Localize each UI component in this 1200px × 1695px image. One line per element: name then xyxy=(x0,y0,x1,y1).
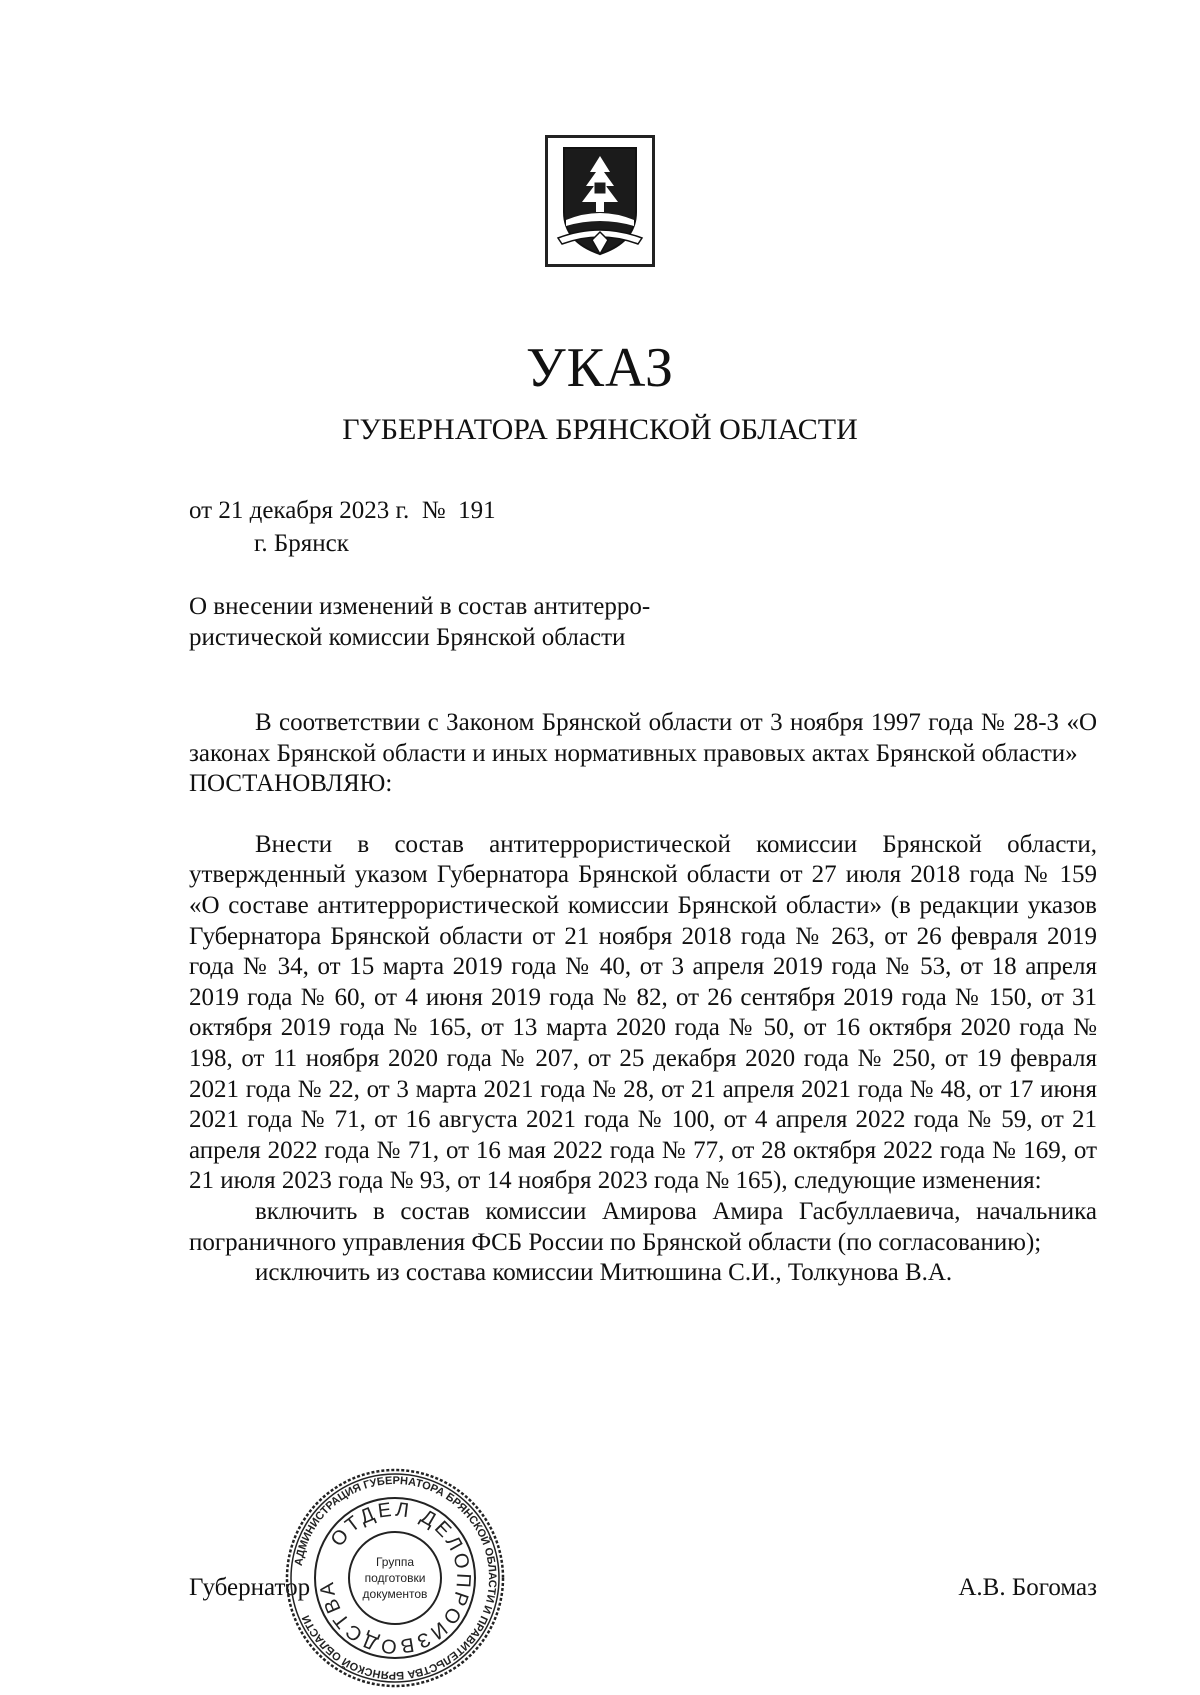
document-subject xyxy=(189,591,749,653)
svg-text:Группа: Группа xyxy=(375,1555,415,1569)
document-title: УКАЗ xyxy=(525,337,675,399)
decree-word: ПОСТАНОВЛЯЮ: xyxy=(189,770,393,798)
svg-text:ОТДЕЛ ДЕЛОПРОИЗВОДСТВА: ОТДЕЛ ДЕЛОПРОИЗВОДСТВА xyxy=(315,1498,475,1658)
document-city: г. Брянск xyxy=(254,530,349,557)
subject-line: ристической комиссии Брянской области xyxy=(189,624,626,651)
date-line xyxy=(189,496,496,526)
coat-of-arms-icon xyxy=(552,142,648,260)
number-sign: № xyxy=(421,497,446,524)
svg-text:АДМИНИСТРАЦИЯ ГУБЕРНАТОРА БРЯН: АДМИНИСТРАЦИЯ ГУБЕРНАТОРА БРЯНСКОЙ ОБЛАСТИ И ПРАВИТЕЛЬСТВА БРЯНСКОЙ ОБЛАСТИ xyxy=(292,1474,499,1682)
official-stamp xyxy=(283,1466,507,1690)
stamp-seal-icon xyxy=(283,1466,507,1690)
document-body xyxy=(189,708,1097,1289)
svg-text:подготовки: подготовки xyxy=(364,1571,426,1585)
change-include-paragraph: включить в состав комиссии Амирова Амира Гасбуллаевича, начальника пограничного управления ФСБ России по Брянской области (по согласованию); xyxy=(189,1197,1097,1256)
main-paragraph: Внести в состав антитеррористической комиссии Брянской области, утвержденный указом Губернатора Брянской области от 27 июля 2018 года № 159 «О составе антитеррористической комиссии Брянской области» (в редакции указов Губернатора Брянской области от 21 ноября 2018 года № 263, от 26 февраля 2019 года № 34, от 15 марта 2019 года № 40, от 3 апреля 2019 года № 53, от 18 апреля 2019 года № 60, от 4 июня 2019 года № 82, от 26 сентября 2019 года № 150, от 31 октября 2019 года № 165, от 13 марта 2020 года № 50, от 16 октября 2020 года № 198, от 11 ноября 2020 года № 207, от 25 декабря 2020 года № 250, от 19 февраля 2021 года № 22, от 3 марта 2021 года № 28, от 21 апреля 2021 года № 48, от 17 июня 2021 года № 71, от 16 августа 2021 года № 100, от 4 апреля 2022 года № 59, от 21 апреля 2022 года № 71, от 16 мая 2022 года № 77, от 28 октября 2022 года № 169, от 21 июля 2023 года № 93, от 14 ноября 2023 года № 165), следующие изменения: xyxy=(189,830,1097,1195)
document-date: 21 декабря 2023 г. xyxy=(218,497,410,524)
svg-text:документов: документов xyxy=(362,1587,428,1601)
document-number: 191 xyxy=(458,497,496,524)
change-exclude-paragraph: исключить из состава комиссии Митюшина С.И., Толкунова В.А. xyxy=(255,1259,953,1287)
date-prefix: от xyxy=(189,497,213,524)
signer-name: А.В. Богомаз xyxy=(958,1574,1097,1601)
coat-of-arms-emblem xyxy=(545,135,655,267)
signer-position: Губернатор xyxy=(189,1574,311,1601)
subject-line: О внесении изменений в состав антитерро- xyxy=(189,593,651,620)
document-subtitle: ГУБЕРНАТОРА БРЯНСКОЙ ОБЛАСТИ xyxy=(342,413,858,446)
preamble-paragraph: В соответствии с Законом Брянской области от 3 ноября 1997 года № 28-З «О законах Брянской области и иных нормативных правовых актах Брянской области» xyxy=(189,709,1097,767)
